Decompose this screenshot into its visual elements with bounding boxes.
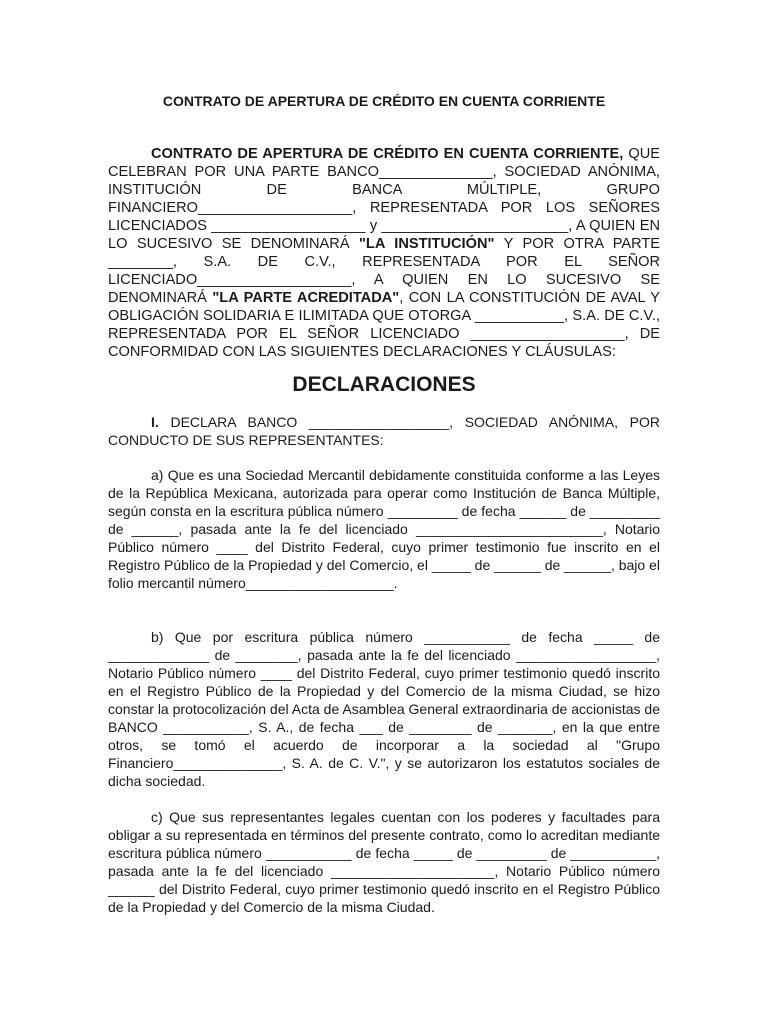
declaration-i-text: DECLARA BANCO __________________, SOCIEDAD ANÓNIMA, POR CONDUCTO DE SUS REPRESENTANTES: <box>108 414 660 448</box>
declaraciones-heading: DECLARACIONES <box>292 373 476 396</box>
paragraph-c <box>108 808 660 916</box>
contract-intro-paragraph <box>108 145 660 361</box>
intro-text-3: , CON LA CONSTITUCIÓN DE AVAL Y OBLIGACIÓN SOLIDARIA E ILIMITADA QUE OTORGA ___________, S.A. DE C.V., REPRESENTADA POR EL SEÑOR LICENCIADO ___________________, DE CONFORMIDAD CON LAS SIGUIENTES DECLARACIONES Y CLÁUSULAS: <box>108 290 660 360</box>
paragraph-b-text: b) Que por escritura pública número ___________ de fecha _____ de _____________ de ________, pasada ante la fe del licenciado __________________, Notario Público número ____ del Distrito Federal, cuyo primer testimonio quedó inscrito en el Registro Público de la Propiedad y del Comercio de la misma Ciudad, se hizo constar la protocolización del Acta de Asamblea General extraordinaria de accionistas de BANCO ___________, S. A., de fecha ___ de ________ de _______, en la que entre otros, se tomó el acuerdo de incorporar a la sociedad al "Grupo Financiero______________, S. A. de C. V.", y se autorizaron los estatutos sociales de dicha sociedad. <box>108 629 660 789</box>
declaration-i-number: I. <box>151 414 159 430</box>
la-institucion-term: "LA INSTITUCIÓN" <box>359 236 495 252</box>
paragraph-c-text: c) Que sus representantes legales cuentan con los poderes y facultades para obligar a su representada en términos del presente contrato, como lo acreditan mediante escritura pública número ___________ de fecha _____ de _________ de ___________, pasada ante la fe del licenciado _____________________, Notario Público número ______ del Distrito Federal, cuyo primer testimonio quedó inscrito en el Registro Público de la Propiedad y del Comercio de la misma Ciudad. <box>108 809 660 915</box>
paragraph-a <box>108 466 660 592</box>
intro-text-2: Y POR OTRA PARTE ________, S.A. DE C.V., REPRESENTADA POR EL SEÑOR LICENCIADO___________________, A QUIEN EN LO SUCESIVO SE DENOMINARÁ <box>108 236 660 306</box>
document-title: CONTRATO DE APERTURA DE CRÉDITO EN CUENTA CORRIENTE <box>162 93 606 109</box>
intro-lead: CONTRATO DE APERTURA DE CRÉDITO EN CUENTA CORRIENTE, <box>151 146 624 162</box>
la-parte-acreditada-term: "LA PARTE ACREDITADA" <box>212 290 400 306</box>
paragraph-a-text: a) Que es una Sociedad Mercantil debidamente constituida conforme a las Leyes de la República Mexicana, autorizada para operar como Institución de Banca Múltiple, según consta en la escritura pública número _________ de fecha ______ de _________ de ______, pasada ante la fe del licenciado ________________________, Notario Público número ____ del Distrito Federal, cuyo primer testimonio fue inscrito en el Registro Público de la Propiedad y del Comercio, el _____ de ______ de ______, bajo el folio mercantil número___________________. <box>108 467 660 591</box>
paragraph-b <box>108 628 660 790</box>
intro-text-1: QUE CELEBRAN POR UNA PARTE BANCO______________, SOCIEDAD ANÓNIMA, INSTITUCIÓN DE BANCA MÚLTIPLE, GRUPO FINANCIERO___________________, REPRESENTADA POR LOS SEÑORES LICENCIADOS ___________________ y _______________________, A QUIEN EN LO SUCESIVO SE DENOMINARÁ <box>108 146 660 252</box>
document-page <box>108 0 660 1024</box>
declaration-i <box>108 413 660 449</box>
